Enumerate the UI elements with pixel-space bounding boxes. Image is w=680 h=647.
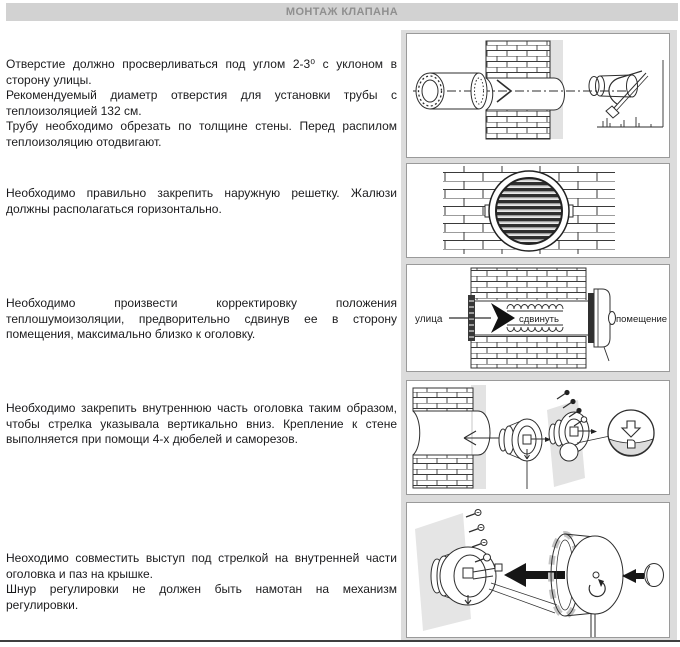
instruction-paragraph: Трубу необходимо обрезать по толщине стены. Перед распилом теплоизоляцию отодвигают. (6, 119, 397, 149)
instruction-paragraph: Рекомендуемый диаметр отверстия для установки трубы с теплоизоляцией 132 см. (6, 88, 397, 118)
instruction-block-4 (6, 401, 397, 448)
instruction-paragraph: Необходимо правильно закрепить наружную решетку. Жалюзи должны располагаться горизонтально. (6, 186, 397, 216)
instruction-block-2 (6, 186, 397, 217)
street-label: улица (415, 314, 443, 325)
room-label: помещение (616, 314, 668, 325)
figure-panel-grille (406, 163, 670, 258)
inner-head-mounting-diagram (407, 381, 669, 494)
insulation-shift-diagram (407, 265, 669, 371)
instruction-paragraph: Необходимо произвести корректировку положения теплошумоизоляции, предворительно сдвинув ее в сторону помещения, максимально близко к оголовку. (6, 296, 397, 341)
cover-assembly-diagram (407, 503, 669, 637)
figure-panel-cover-assembly (406, 502, 670, 638)
page-title: МОНТАЖ КЛАПАНА (6, 3, 678, 21)
instruction-block-5 (6, 551, 397, 613)
instruction-block-3 (6, 296, 397, 343)
pipe-drilling-and-cutting-diagram (407, 34, 669, 157)
figure-panel-head-mounting (406, 380, 670, 495)
instruction-paragraph: Шнур регулировки не должен быть намотан на механизм регулировки. (6, 582, 397, 612)
instruction-paragraph: Отверстие должно просверливаться под углом 2-3⁰ с уклоном в сторону улицы. (6, 57, 397, 87)
instruction-block-1 (6, 57, 397, 150)
outer-grille-diagram (407, 164, 669, 257)
figures-column (401, 30, 677, 641)
page-bottom-divider (0, 640, 680, 642)
shift-label: сдвинуть (519, 314, 559, 325)
instruction-paragraph: Необходимо закрепить внутреннюю часть оголовка таким образом, чтобы стрелка указывала вертикально вниз. Крепление к стене выполняется при помощи 4-х дюбелей и саморезов. (6, 401, 397, 446)
figure-panel-drilling (406, 33, 670, 158)
figure-panel-insulation (406, 264, 670, 372)
instruction-paragraph: Неоходимо совместить выступ под стрелкой на внутренней части оголовка и паз на крышке. (6, 551, 397, 581)
